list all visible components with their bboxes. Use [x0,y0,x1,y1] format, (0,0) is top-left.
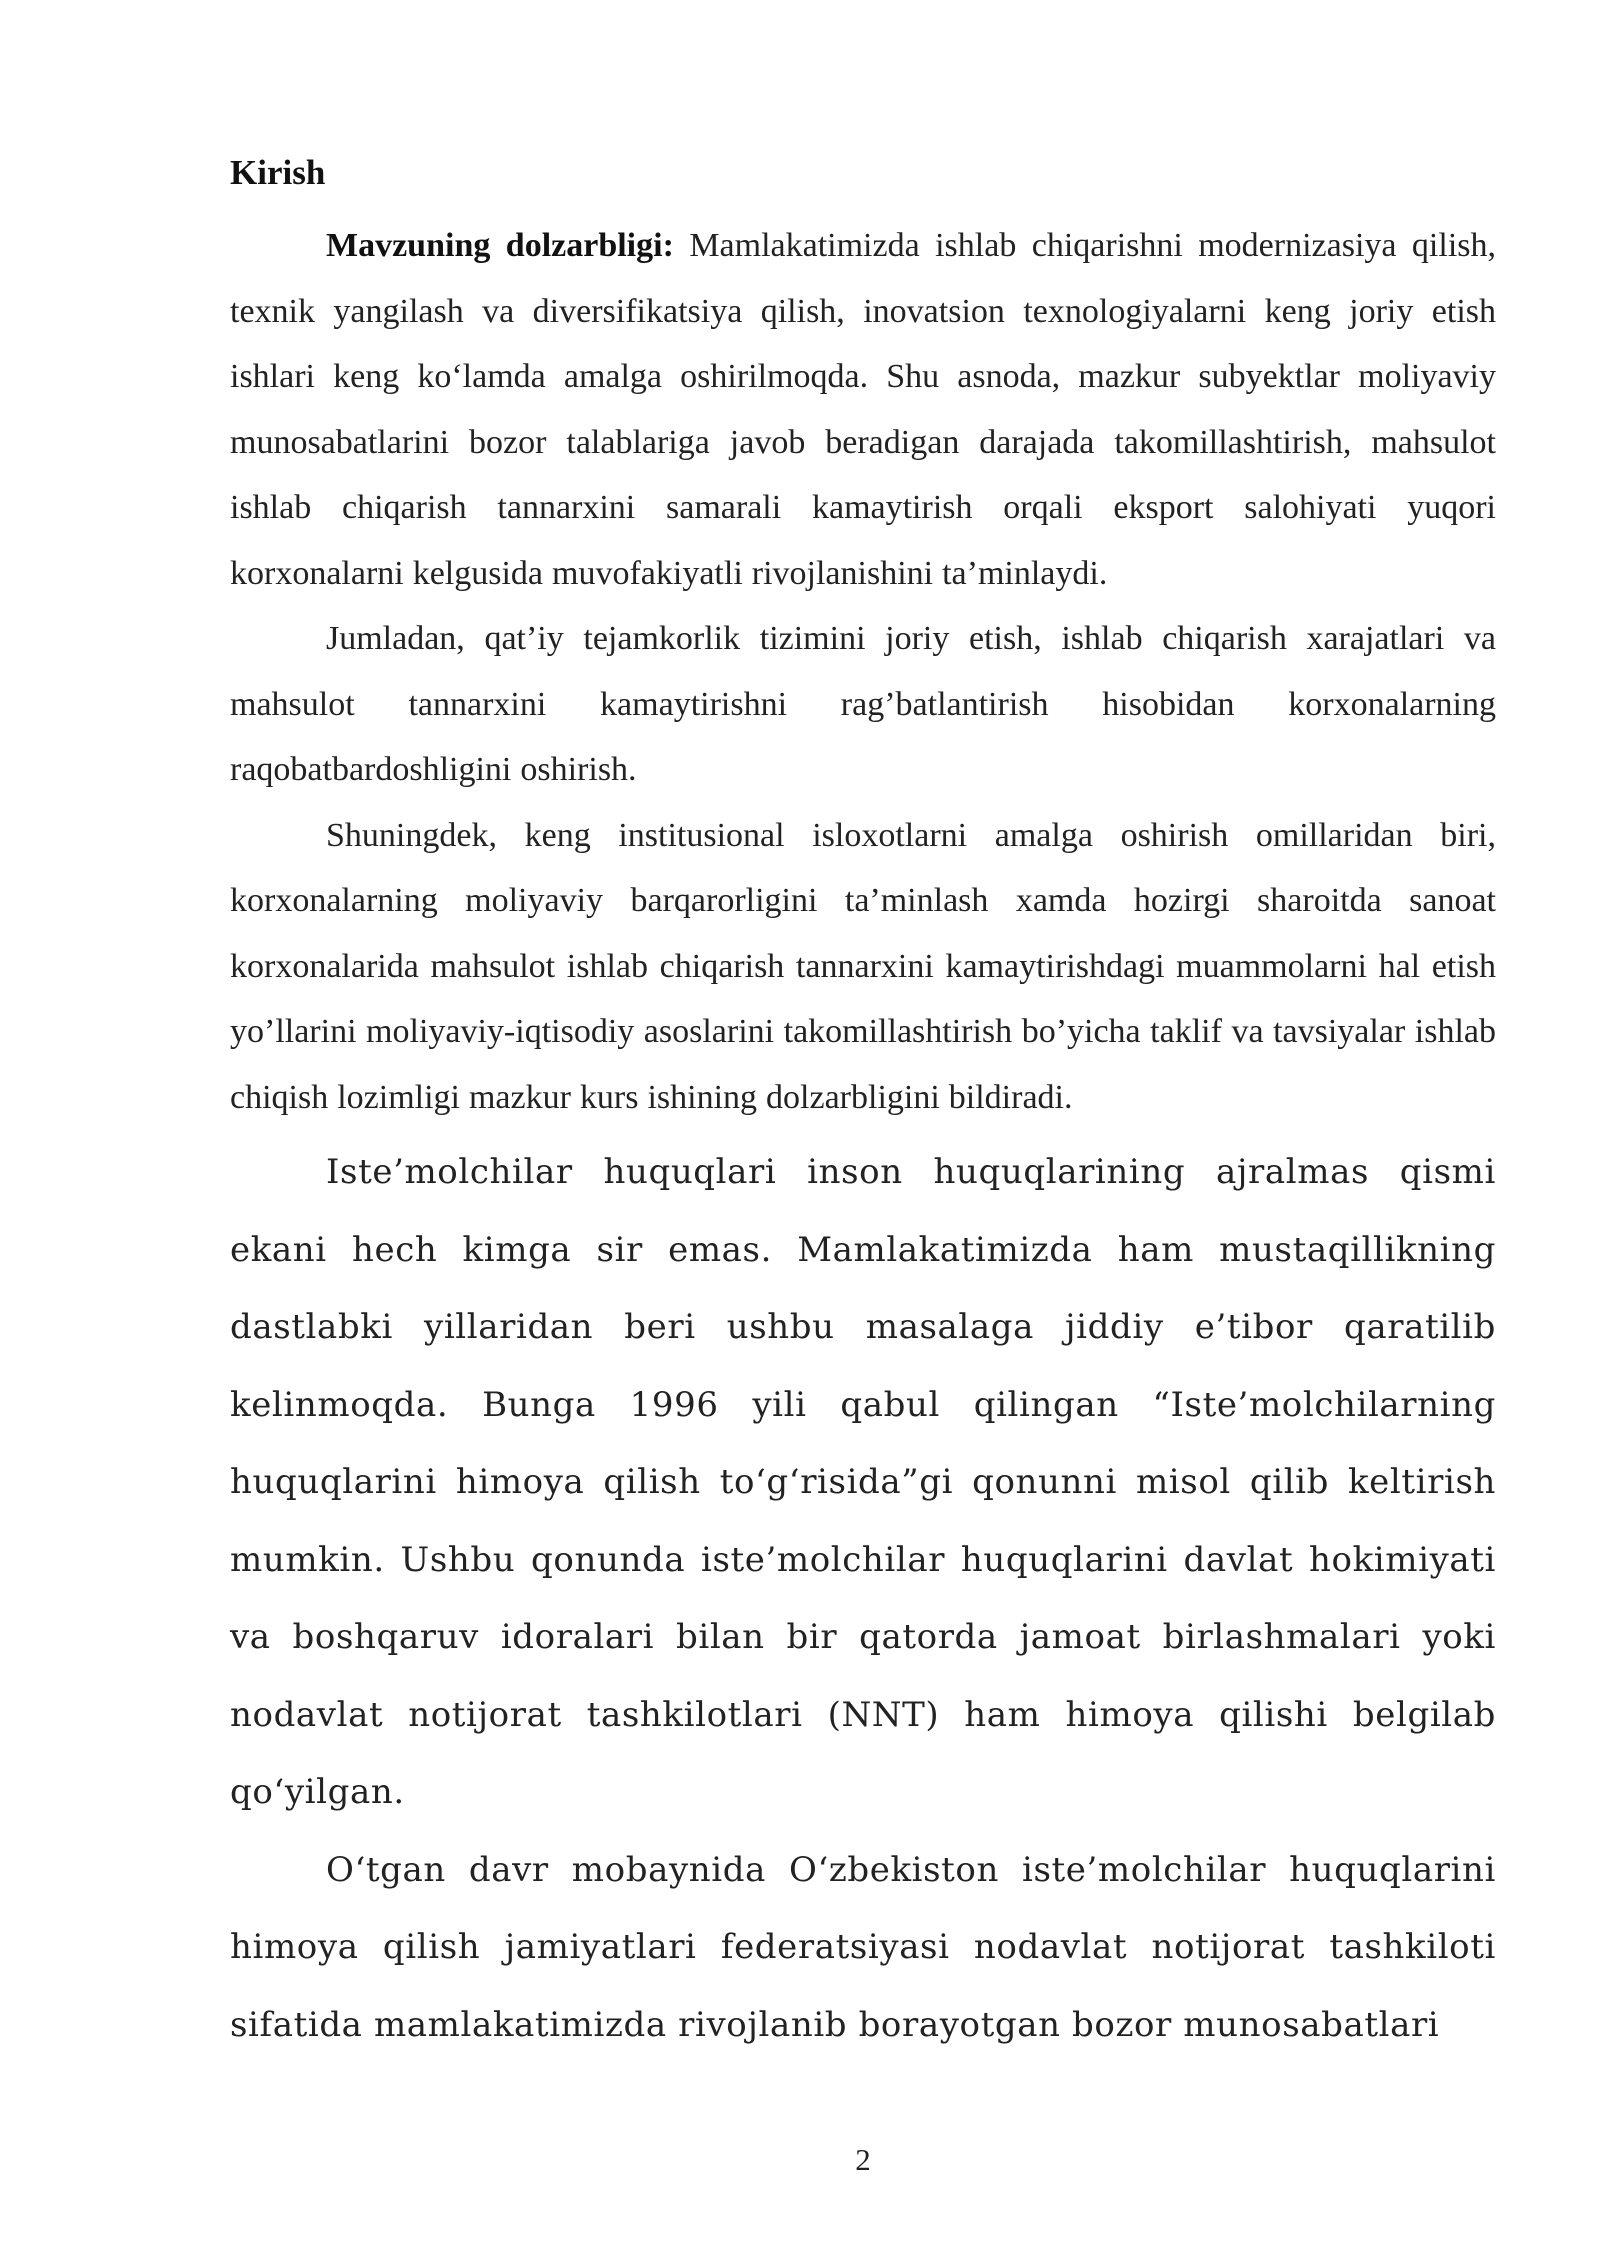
relevance-text: Mamlakatimizda ishlab chiqarishni modernizasiya qilish, texnik yangilash va diversifikatsiya qilish, inovatsion texnologiyalarni keng joriy etish ishlari keng koʻlamda amalga oshirilmoqda. Shu asnoda, mazkur subyektlar moliyaviy munosabatlarini bozor talablariga javob beradigan darajada takomillashtirish, mahsulot ishlab chiqarish tannarxini samarali kamaytirish orqali eksport salohiyati yuqori korxonalarni kelgusida muvofakiyatli rivojlanishini ta’minlaydi. [230,227,1496,592]
paragraph-relevance [230,213,1496,606]
page-number: 2 [855,2142,871,2177]
paragraph-consumer-rights [230,1134,1496,1832]
paragraph-text: Oʻtgan davr mobaynida Oʻzbekiston iste’molchilar huquqlarini himoya qilish jamiyatlari federatsiyasi nodavlat notijorat tashkiloti sifatida mamlakatimizda rivojlanib borayotgan bozor munosabatlari [230,1849,1496,2045]
section-heading: Kirish [230,153,326,192]
paragraph-cost-saving [230,606,1496,803]
relevance-lead: Mavzuning dolzarbligi: [326,227,674,264]
paragraph-federation [230,1832,1496,2065]
document-page [230,148,1496,2064]
paragraph-text: Iste’molchilar huquqlari inson huquqlarining ajralmas qismi ekani hech kimga sir emas. Mamlakatimizda ham mustaqillikning dastlabki yillaridan beri ushbu masalaga jiddiy e’tibor qaratilib kelinmoqda. Bunga 1996 yili qabul qilingan “Iste’molchilarning huquqlarini himoya qilish toʻgʻrisida”gi qonunni misol qilib keltirish mumkin. Ushbu qonunda iste’molchilar huquqlarini davlat hokimiyati va boshqaruv idoralari bilan bir qatorda jamoat birlashmalari yoki nodavlat notijorat tashkilotlari (NNT) ham himoya qilishi belgilab qoʻyilgan. [230,1152,1496,1812]
paragraph-institutional-reforms [230,803,1496,1131]
paragraph-text: Shuningdek, keng institusional isloxotlarni amalga oshirish omillaridan biri, korxonalarning moliyaviy barqarorligini ta’minlash xamda hozirgi sharoitda sanoat korxonalarida mahsulot ishlab chiqarish tannarxini kamaytirishdagi muammolarni hal etish yo’llarini moliyaviy-iqtisodiy asoslarini takomillashtirish bo’yicha taklif va tavsiyalar ishlab chiqish lozimligi mazkur kurs ishining dolzarbligini bildiradi. [230,816,1496,1116]
paragraph-text: Jumladan, qat’iy tejamkorlik tizimini joriy etish, ishlab chiqarish xarajatlari va mahsulot tannarxini kamaytirishni rag’batlantirish hisobidan korxonalarning raqobatbardoshligini oshirish. [230,620,1496,788]
